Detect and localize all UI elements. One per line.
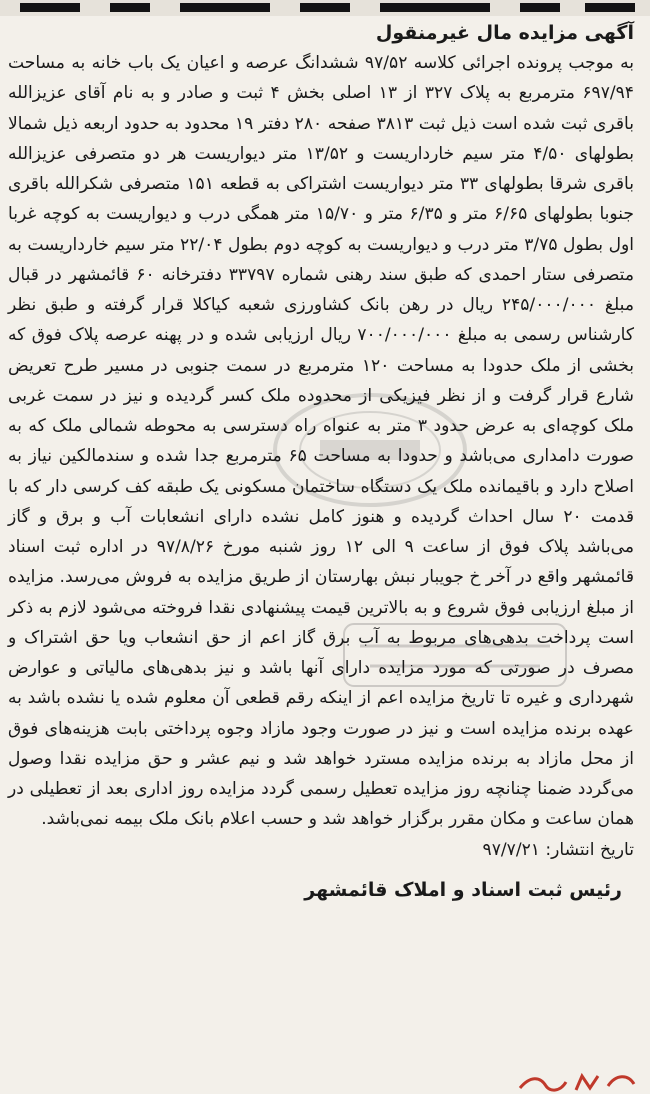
notice-body: به موجب پرونده اجرائی کلاسه ۹۷/۵۲ ششدانگ عرصه و اعیان یک باب خانه به مساحت ۶۹۷/۹۴ مترمربع به پلاک ۳۲۷ از ۱۳ اصلی بخش ۴ ثبت و صادر و به نام آقای عزیزالله باقری ثبت شده است ذیل ثبت ۳۸۱۳ صفحه ۲۸۰ دفتر ۱۹ محدود به حدود اربعه ذیل شمالا بطولهای ۴/۵۰ متر سیم خارداریست و ۱۳/۵۲ متر دیواریست هر دو متصرفی عزیزالله باقری شرقا بطولهای ۳۳ متر دیواریست اشتراکی به قطعه ۱۵۱ متصرفی شکرالله باقری جنوبا بطولهای ۶/۶۵ متر و ۶/۳۵ متر و ۱۵/۷۰ متر همگی درب و دیواریست به کوچه غربا اول بطول ۳/۷۵ متر درب و دیواریست به کوچه دوم بطول ۲۲/۰۴ متر سیم خارداریست به متصرفی ستار احمدی که طبق سند رهنی شماره ۳۳۷۹۷ دفترخانه ۶۰ قائمشهر در قبال مبلغ ۲۴۵/۰۰۰/۰۰۰ ریال در رهن بانک کشاورزی شعبه کیاکلا قرار گرفته و طبق نظر کارشناس رسمی به مبلغ ۷۰۰/۰۰۰/۰۰۰ ریال ارزیابی شده و در پهنه عرصه پلاک فوق که بخشی از ملک حدودا به مساحت ۱۲۰ مترمربع در سمت جنوبی در مسیر طرح تعریض شارع قرار گرفت و از نظر فیزیکی از محدوده ملک کسر گردیده و نیز در سمت غربی ملک کوچه‌ای به عرض حدود ۳ متر به عنواه راه دسترسی به محوطه شمالی ملک که به صورت دامداری می‌باشد و حدودا به مساحت ۶۵ مترمربع جدا شده و سندمالکین نیاز به اصلاح دارد و باقیمانده ملک یک دستگاه ساختمان مسکونی یک طبقه کف کرسی دار که با قدمت ۲۰ سال احداث گردیده و هنوز کامل نشده دارای انشعابات آب و برق و گاز می‌باشد پلاک فوق از ساعت ۹ الی ۱۲ روز شنبه مورخ ۹۷/۸/۲۶ در اداره ثبت اسناد قائمشهر واقع در آخر خ جویبار نبش بهارستان از طریق مزایده به فروش می‌رسد. مزایده از مبلغ ارزیابی فوق شروع و به بالاترین قیمت پیشنهادی نقدا فروخته می‌شود لازم به ذکر است پرداخت بدهی‌های مربوط به آب برق گاز اعم از حق انشعاب ویا حق اشتراک و مصرف در صورتی که مورد مزایده دارای آنها باشد و نیز بدهی‌های مالیاتی و عوارض شهرداری و غیره تا تاریخ مزایده اعم از اینکه رقم قطعی آن معلوم شده یا نشده باشد به عهده برنده مزایده است و نیز در صورت وجود مازاد وجوه پرداختی بابت هزینه‌های فوق از محل مازاد به برنده مزایده مسترد خواهد شد و نیم عشر و حق مزایده نقدا وصول می‌گردد ضمنا چنانچه روز مزایده تعطیل رسمی گردد مزایده روز اداری بعد از تعطیلی در همان ساعت و مکان مقرر برگزار خواهد شد و حسب اعلام بانک ملک بیمه نمی‌باشد. [8, 53, 635, 830]
notice-signature: رئیس ثبت اسناد و املاک قائمشهر [304, 878, 622, 901]
auction-notice [8, 18, 636, 1078]
publish-date-label: تاریخ انتشار: [545, 839, 634, 860]
publish-date-line [8, 835, 634, 865]
notice-title: آگهی مزایده مال غیرمنقول [375, 22, 634, 44]
top-cropped-header-strip [0, 0, 650, 16]
publish-date: ۹۷/۷/۲۱ [482, 839, 540, 860]
